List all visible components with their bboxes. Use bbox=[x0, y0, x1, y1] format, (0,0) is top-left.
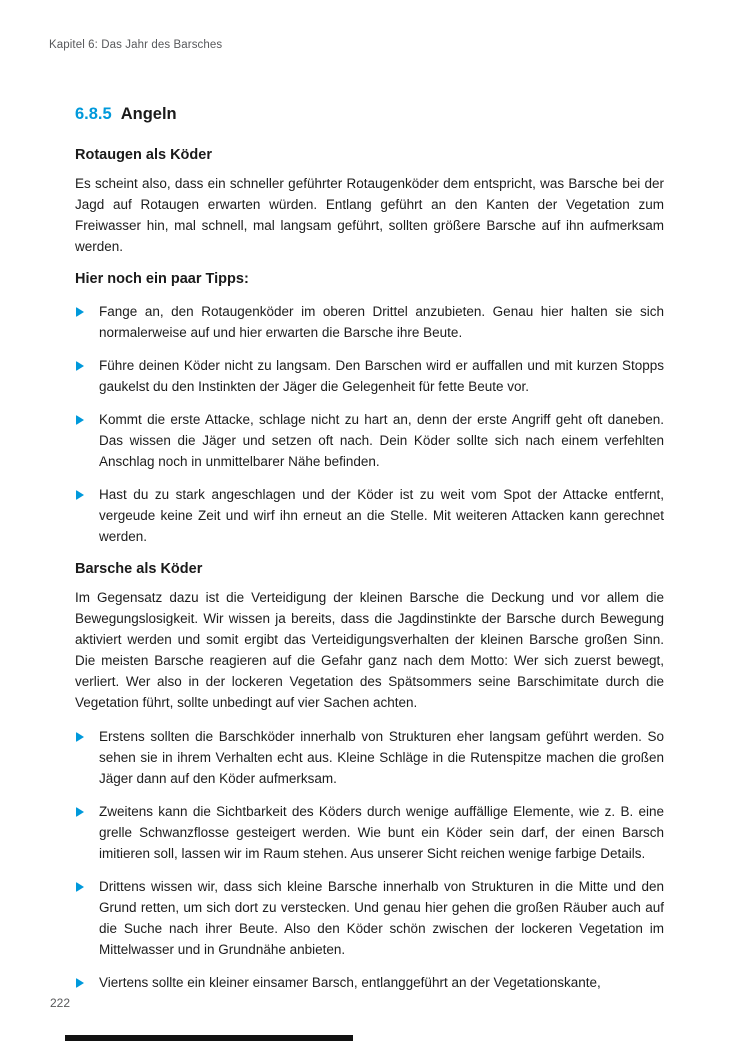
bullet-triangle-icon bbox=[76, 807, 84, 817]
section-number: 6.8.5 bbox=[75, 105, 112, 123]
list-item-text: Erstens sollten die Barschköder innerhalb von Strukturen eher langsam geführt werden. So sehen sie in ihrem Verhalten echt aus. Kleine Schläge in die Rutenspitze machen die großen Jäger dann auf den Köder aufmerksam. bbox=[99, 729, 664, 786]
list-item-text: Kommt die erste Attacke, schlage nicht zu hart an, denn der erste Angriff geht oft daneben. Das wissen die Jäger und setzen oft nach. Dein Köder sollte sich nach einem verfehlten Anschlag noch in unmittelbarer Nähe befinden. bbox=[99, 412, 664, 469]
list-item bbox=[75, 355, 664, 397]
running-header: Kapitel 6: Das Jahr des Barsches bbox=[49, 39, 223, 51]
barsche-list bbox=[75, 726, 664, 993]
paragraph-barsche: Im Gegensatz dazu ist die Verteidigung der kleinen Barsche die Deckung und vor allem die Bewegungslosigkeit. Wir wissen ja bereits, dass die Jagdinstinkte der Barsche durch Bewegung aktiviert werden und somit ergibt das Verteidigungsverhalten der kleinen Barsche großen Sinn. Die meisten Barsche reagieren auf die Gefahr ganz nach dem Motto: Wer sich zuerst bewegt, verliert. Wer also in der lockeren Vegetation des Spätsommers seine Barschimitate durch die Vegetation führt, sollte unbedingt auf vier Sachen achten. bbox=[75, 590, 664, 710]
subheading-rotaugen-als-koeder: Rotaugen als Köder bbox=[75, 147, 212, 163]
list-item bbox=[75, 409, 664, 472]
bullet-triangle-icon bbox=[76, 490, 84, 500]
bullet-triangle-icon bbox=[76, 732, 84, 742]
bullet-triangle-icon bbox=[76, 415, 84, 425]
section-title-text: Angeln bbox=[120, 105, 177, 123]
list-item-text: Drittens wissen wir, dass sich kleine Barsche innerhalb von Strukturen in die Mitte und den Grund retten, um sich dort zu verstecken. Und genau hier gehen die großen Räuber auch auf die Suche nach ihrer Beute. Also den Köder schön zwischen der lockeren Vegetation im Mittelwasser und in Grundnähe anbieten. bbox=[99, 879, 664, 957]
list-item-text: Viertens sollte ein kleiner einsamer Barsch, entlanggeführt an der Vegetationskante, bbox=[99, 975, 601, 990]
list-item-text: Fange an, den Rotaugenköder im oberen Drittel anzubieten. Genau hier halten sie sich normalerweise auf und hier erwarten die Barsche ihre Beute. bbox=[99, 304, 664, 340]
list-item bbox=[75, 484, 664, 547]
list-item-text: Hast du zu stark angeschlagen und der Köder ist zu weit vom Spot der Attacke entfernt, vergeude keine Zeit und wirf ihn erneut an die Stelle. Mit weiteren Attacken kann gerechnet werden. bbox=[99, 487, 664, 544]
bullet-triangle-icon bbox=[76, 978, 84, 988]
tips-list bbox=[75, 301, 664, 547]
list-item bbox=[75, 301, 664, 343]
page-bottom-bar bbox=[65, 1035, 353, 1041]
bullet-triangle-icon bbox=[76, 361, 84, 371]
page-content bbox=[75, 104, 664, 1005]
list-item bbox=[75, 876, 664, 960]
page-number: 222 bbox=[50, 996, 71, 1010]
list-item-text: Führe deinen Köder nicht zu langsam. Den Barschen wird er auffallen und mit kurzen Stopps gaukelst du den Instinkten der Jäger die Gelegenheit für fette Beute vor. bbox=[99, 358, 664, 394]
list-item bbox=[75, 972, 664, 993]
bullet-triangle-icon bbox=[76, 307, 84, 317]
list-item-text: Zweitens kann die Sichtbarkeit des Köders durch wenige auffällige Elemente, wie z. B. eine grelle Schwanzflosse gesteigert werden. Wie bunt ein Köder sein darf, der einen Barsch imitieren soll, lassen wir im Raum stehen. Aus unserer Sicht reichen wenige farbige Details. bbox=[99, 804, 664, 861]
section-title bbox=[75, 104, 664, 124]
subheading-tipps: Hier noch ein paar Tipps: bbox=[75, 271, 249, 287]
list-item bbox=[75, 726, 664, 789]
subheading-barsche-als-koeder: Barsche als Köder bbox=[75, 561, 203, 577]
list-item bbox=[75, 801, 664, 864]
paragraph-rotaugen: Es scheint also, dass ein schneller geführter Rotaugenköder dem entspricht, was Barsche bei der Jagd auf Rotaugen erwarten würden. Entlang geführt an den Kanten der Vegetation zum Freiwasser hin, mal schnell, mal langsam geführt, sollten größere Barsche auf ihn aufmerksam werden. bbox=[75, 176, 664, 254]
bullet-triangle-icon bbox=[76, 882, 84, 892]
